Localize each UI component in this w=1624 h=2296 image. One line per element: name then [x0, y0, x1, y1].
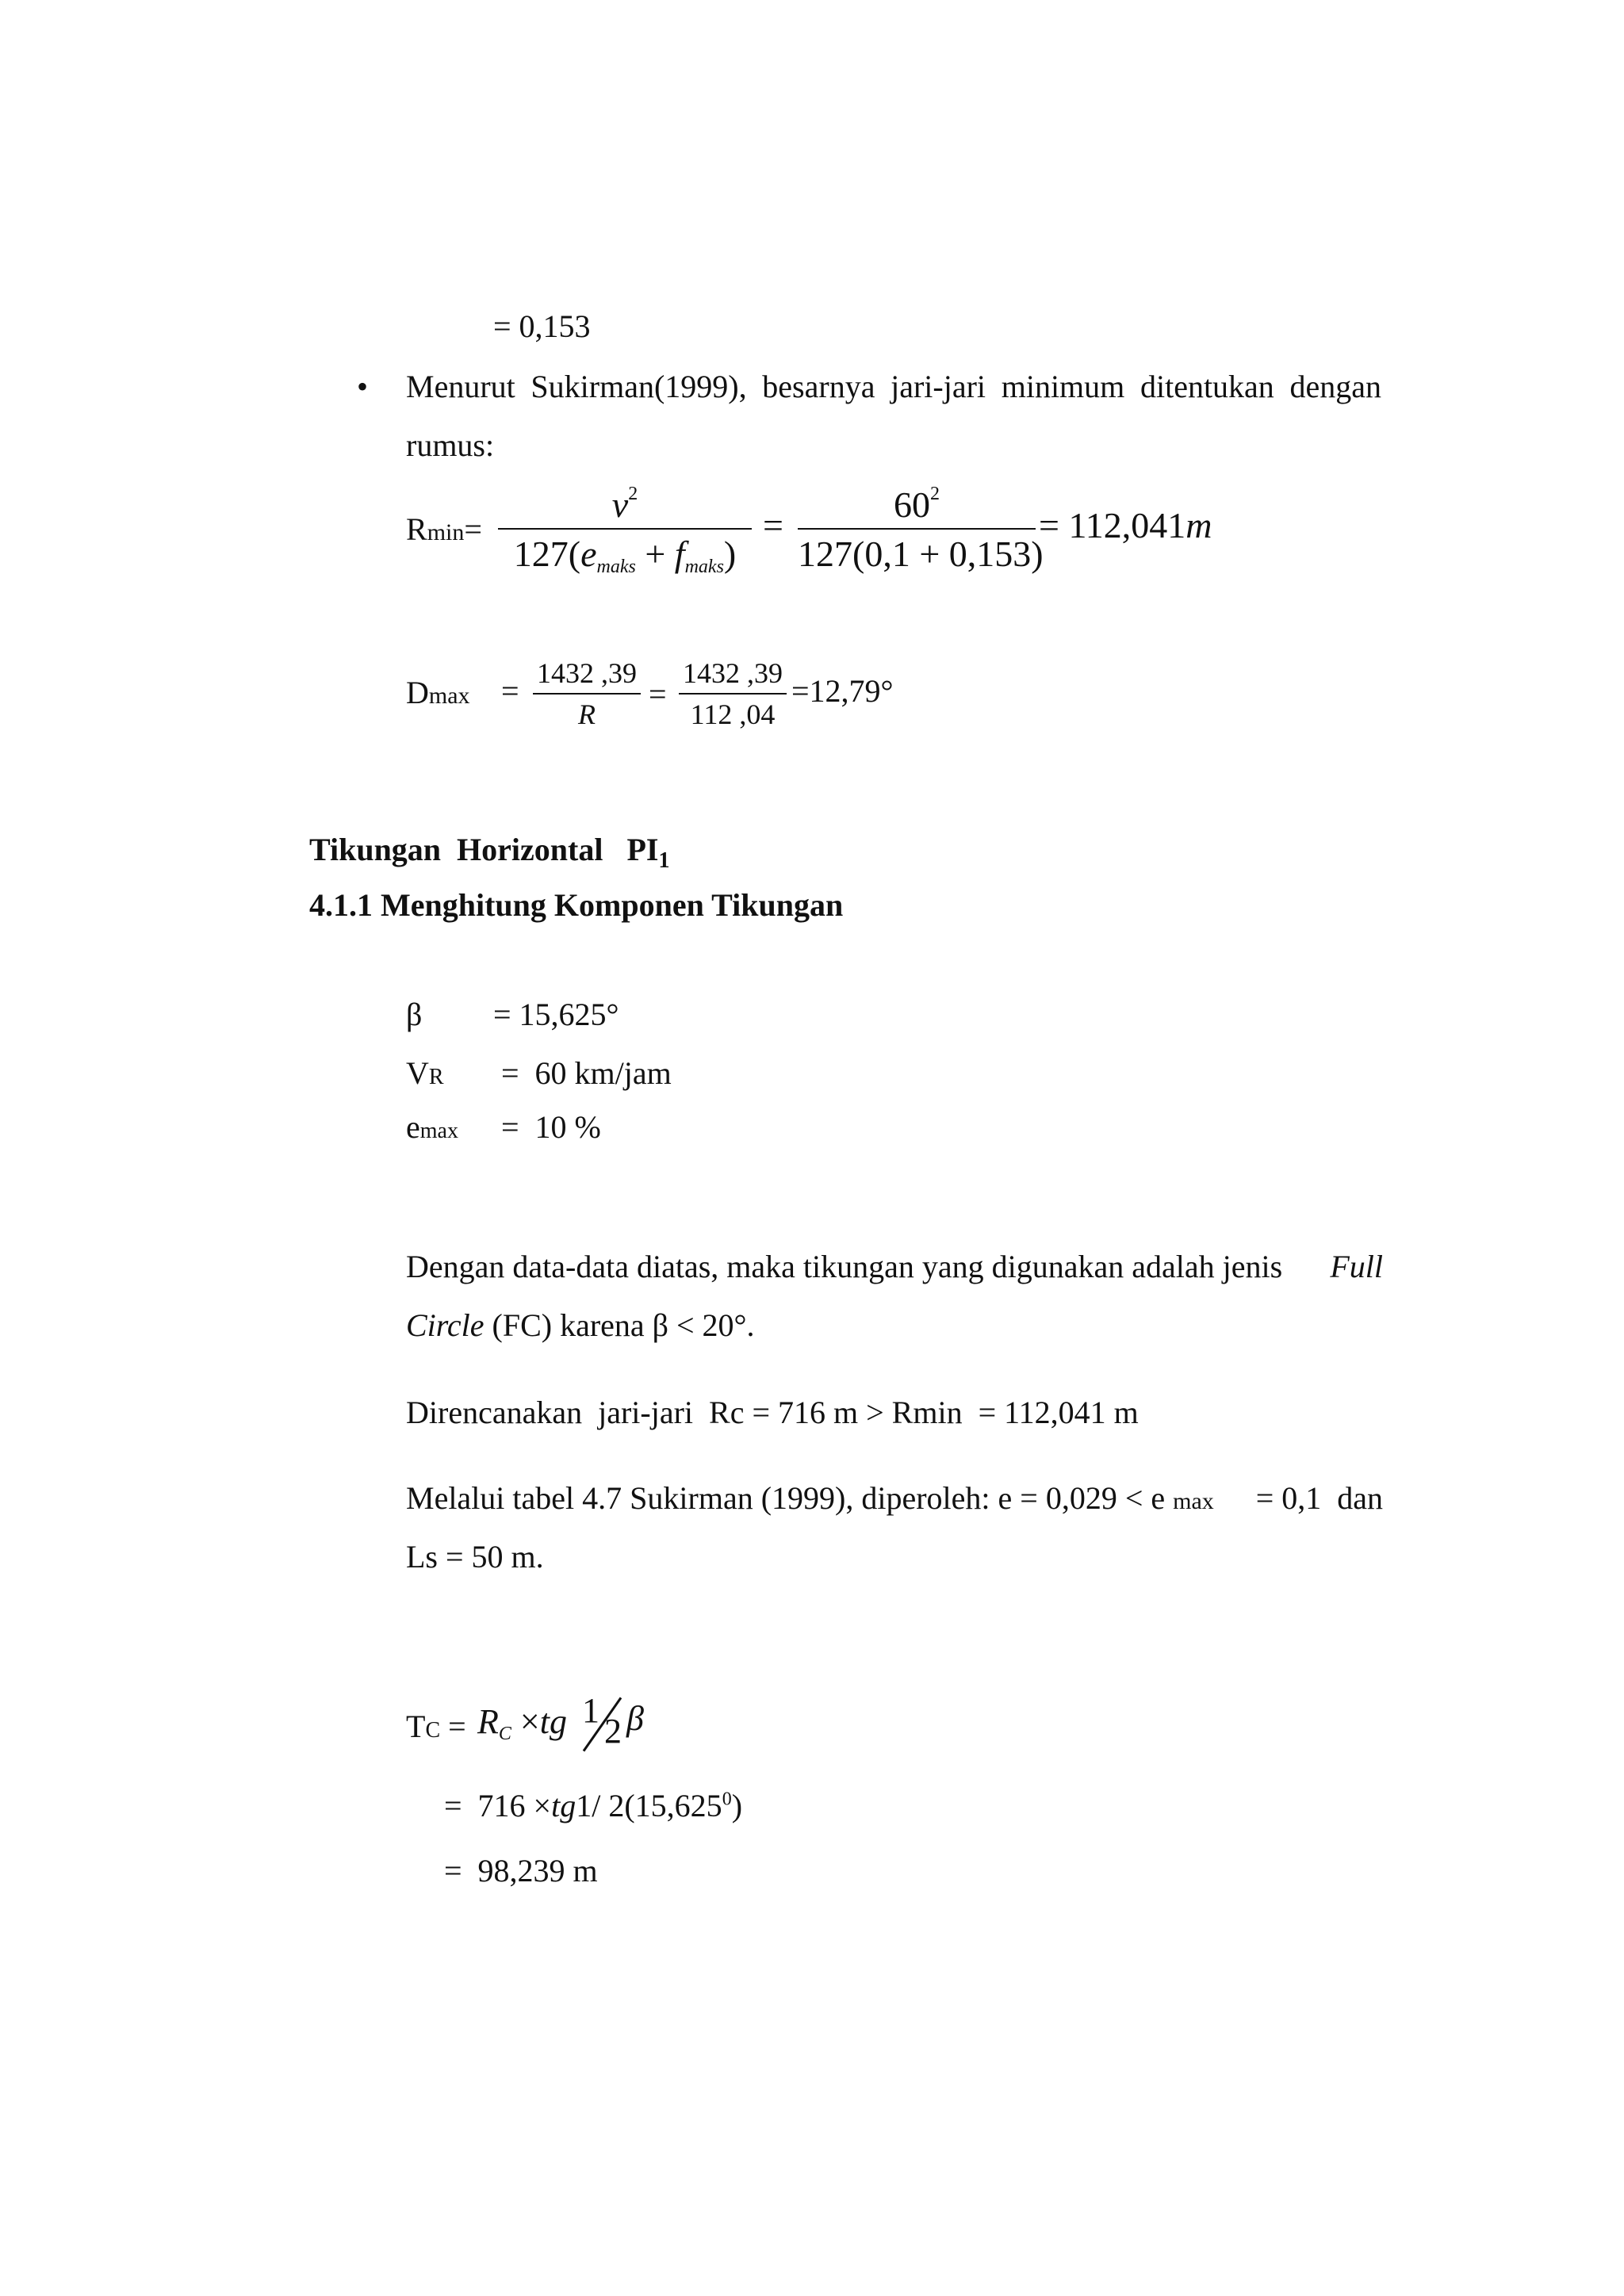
dmax-fraction-1 — [533, 656, 641, 744]
dmax-label: Dmax — [406, 675, 470, 710]
tc-beta: β — [626, 1699, 644, 1738]
param-beta-value: = 15,625° — [493, 997, 619, 1032]
tc-line-3: = 98,239 m — [444, 1853, 598, 1888]
rmin-fraction-2-bar — [798, 528, 1036, 530]
section-heading: Tikungan Horizontal $PI_1$ — [309, 832, 670, 873]
dmax-fraction-1-bar — [533, 693, 641, 695]
tc-half-fraction: 1 2 — [582, 1691, 622, 1751]
bullet: • — [357, 369, 369, 404]
rumus-label: rumus: — [406, 427, 495, 463]
param-emax-symbol: emax — [406, 1109, 458, 1145]
paragraph-1-line-1: Dengan data-data diatas, maka tikungan yang digunakan adalah jenis Full — [406, 1249, 1383, 1284]
rmin-fraction-2-numerator: $60^2$ — [894, 484, 940, 525]
rmin-fraction-1-bar — [498, 528, 752, 530]
paragraph-3-line-2: Ls = 50 m. — [406, 1539, 544, 1575]
dmax-fraction-2-bar — [679, 693, 787, 695]
rmin-fraction-1 — [498, 476, 752, 579]
rmin-equals-2: = — [763, 505, 783, 545]
dmax-equals-2: = — [649, 676, 667, 712]
paragraph-2: Direncanakan jari-jari Rc = 716 m > Rmin = 112,041 m — [406, 1395, 1139, 1430]
dmax-fraction-1-numerator: 1432 ,39 — [537, 657, 637, 689]
subsection-heading: 4.1.1 Menghitung Komponen Tikungan — [309, 887, 844, 923]
result-f-value: = 0,153 — [493, 308, 591, 344]
param-beta-symbol: β — [406, 997, 423, 1032]
param-vr-symbol: VR — [406, 1055, 444, 1091]
rmin-result: = 112,041m — [1039, 505, 1212, 545]
dmax-fraction-2-numerator: 1432 ,39 — [683, 657, 783, 689]
paragraph-3-line-1: Melalui tabel 4.7 Sukirman (1999), diperoleh: e = 0,029 < e max = 0,1 dan — [406, 1480, 1383, 1516]
dmax-fraction-2 — [679, 656, 787, 744]
rmin-fraction-2 — [798, 476, 1044, 579]
dmax-fraction-1-denominator: R — [578, 698, 596, 730]
param-emax-value: = 10 % — [501, 1109, 601, 1145]
tc-line-2: = 716 ×tg1/ 2(15,625$^0$) — [444, 1788, 743, 1823]
rmin-fraction-2-denominator: 127(0,1 + 0,153) — [798, 534, 1044, 574]
paragraph-1-line-2: Circle (FC) karena β < 20°. — [406, 1307, 755, 1343]
dmax-fraction-2-denominator: 112 ,04 — [690, 698, 776, 730]
rmin-fraction-1-numerator: $v^2$ — [611, 484, 638, 525]
rmin-label: Rmin= — [406, 511, 482, 547]
tc-formula: $R_C \times tg$ — [477, 1702, 567, 1744]
rmin-fraction-1-denominator: $127(e_{maks} + f_{maks})$ — [513, 534, 737, 577]
dmax-equals-1: = — [501, 673, 519, 709]
param-vr-value: = 60 km/jam — [501, 1055, 672, 1091]
sukirman-sentence: Menurut Sukirman(1999), besarnya jari-jari minimum ditentukan dengan — [406, 369, 1381, 404]
dmax-result: =12,79° — [791, 673, 894, 709]
tc-label: TC = — [406, 1709, 466, 1744]
